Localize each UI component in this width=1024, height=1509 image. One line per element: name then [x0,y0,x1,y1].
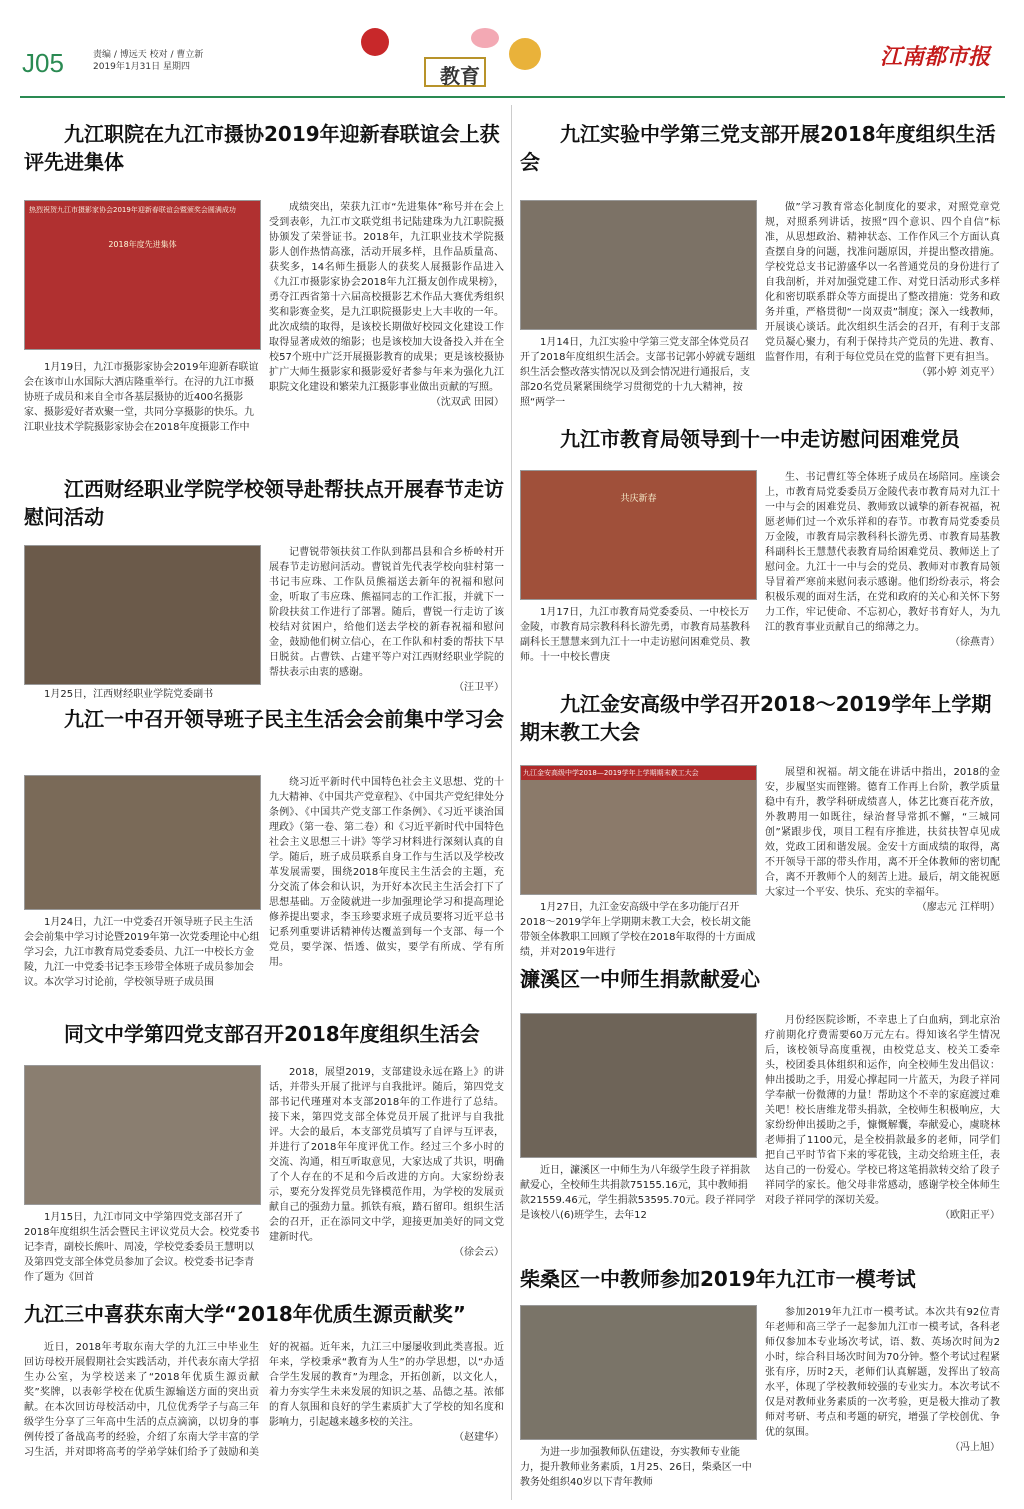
page-number: J05 [22,48,64,78]
body-text: 生、书记曹红等全体班子成员在场陪同。座谈会上，市教育局党委委员万金陵代表市教育局对九江十一中与会的困难党员、教师致以诚挚的新春祝福，祝愿老师们过一个欢乐祥和的春节。市教育局党委委员万金陵，市教育局宗教科科长游先勇、市教育局基教科副科长王慧慧代表教育局给困难党员、教师送上了慰问金。九江十一中与会的党员、教师对市教育局领导冒着严寒前来慰问表示感谢。他们纷纷表示，将会积极乐观的面对生活，在党和政府的关心和关怀下努力工作，牢记使命、不忘初心，教好书育好人，为九江的教育事业贡献自己的绵薄之力。 [765,472,1000,633]
article-body [269,1065,504,1260]
photo-caption: 为进一步加强教师队伍建设，夯实教师专业能力，提升教师业务素质，1月25、26日，柴桑区一中教务处组织40岁以下青年教师 [520,1447,752,1488]
date-line: 2019年1月31日 星期四 [93,62,190,72]
body-text: 记曹锐带领扶贫工作队到都昌县和合乡桥岭村开展春节走访慰问活动。曹锐首先代表学校向驻村第一书记韦应珠、工作队员熊福送去新年的祝福和慰问金，听取了韦应珠、熊福同志的工作汇报，并就下一阶段扶贫工作进行了部署。随后，曹锐一行走访了该校结对贫困户，给他们送去学校的新春祝福和慰问金，鼓励他们树立信心，在工作队和村委的帮扶下早日脱贫。占曹铁、占建平等户对江西财经职业学院的帮扶表示由衷的感谢。 [269,547,504,678]
photo-caption: 1月27日，九江金安高级中学在多功能厅召开2018～2019学年上学期期末教工大会，校长胡文能带领全体教职工回顾了学校在2018年取得的十方面成绩，并对2019年进行 [520,902,756,958]
byline: （沈双武 田园） [430,397,504,408]
article-photo [520,470,757,600]
article-body [765,1305,1000,1455]
page-header [0,0,1024,100]
article-title: 江西财经职业学院学校领导赴帮扶点开展春节走访慰问活动 [24,477,504,529]
article-photo [24,545,261,685]
body-text: 近日，2018年考取东南大学的九江三中毕业生回访母校开展假期社会实践活动，并代表东南大学招生办公室，为学校送来了“2018年优质生源贡献奖”奖牌，以表彰学校在优质生源输送方面的突出贡献。在本次回访母校活动中，几位优秀学子与高三年级学生分享了三年高中生活的点点滴滴，以切身的事例传授了备战高考的经验，介绍了东南大学丰富的学习生活，并对即将高考的学弟学妹们给予了鼓励和美好的祝福。近年来，九江三中屡屡收到此类喜报。近年来，学校秉承“教育为人生”的办学思想，以“办适合学生发展的教育”为理念，开拓创新，以文化人，着力夯实学生未来发展的知识之基、品德之基。浓郁的育人氛围和良好的学生素质扩大了学校的知名度和影响力，引起越来越多校的关注。 [24,1342,504,1458]
editor-line: 责编 / 博远天 校对 / 曹立新 [93,50,204,60]
article-photo [24,775,261,910]
body-text: 2018，展望2019，支部建设永远在路上》的讲话，并带头开展了批评与自我批评。随后，第四党支部书记代瑾瑾对本支部2018年的工作进行了总结。接下来，第四党支部全体党员开展了批评与自我批评。大会的最后，本支部党员填写了自评与互评表，并进行了2018年年度评优工作。经过三个多小时的交流、沟通，相互听取意见，大家达成了共识，明确了个人存在的不足和今后改进的方向。大家纷纷表示，要充分发挥党员先锋模范作用，为学校的发展贡献自己的强劲力量。抓铁有痕，踏石留印。组织生活会的召开，正在添同文中学，迎接更加美好的同文党建新时代。 [269,1067,504,1243]
article [24,705,504,1005]
body-text: 成绩突出，荣获九江市“先进集体”称号并在会上受到表彰，九江市文联党组书记陆建珠为九江职院摄协颁发了荣誉证书。2018年，九江职业技术学院摄影人创作热情高涨，活动开展多样，且作品质量高、获奖多，14名师生摄影人的获奖人展摄影作品进入《九江市摄影家协会2018年九江摄友创作成果榜》，勇夺江西省第十六届高校摄影艺术作品大赛优秀组织奖和影赛金奖，是九江职院摄影史上大丰收的一年。此次成绩的取得，是该校长期做好校园文化建设工作取得显著成效的缩影；也是该校加大设备投入并在全校57个班中广泛开展摄影教育的成果；更是该校摄协扩广大师生摄影家和摄影爱好者参与年来为强化九江职院文化建设和繁荣九江摄影事业做出贡献的写照。 [269,202,504,393]
article-body [765,1013,1000,1223]
article-title: 同文中学第四党支部召开2018年度组织生活会 [64,1022,480,1046]
photo-sign-text: 2018年度先进集体 [108,240,177,249]
byline: （郭小婷 刘克平） [916,367,1000,378]
section-label: 教育 [440,64,480,88]
body-text: 绕习近平新时代中国特色社会主义思想、党的十九大精神、《中国共产党章程》、《中国共产党纪律处分条例》、《中国共产党支部工作条例》、《习近平谈治国理政》（第一卷、第二卷）和《习近平新时代中国特色社会主义思想三十讲》等学习材料进行深刻认真的自学。随后，班子成员联系自身工作与生活以及学校改革发展需要，围绕2018年度民主生活会的主题，充分交流了体会和认识，为开好本次民主生活会打下了思想基础。万金陵就进一步加强理论学习和提高理论修养提出要求，李玉珍要求班子成员要将习近平总书记系列重要讲话精神传达覆盖到每一个支部、每一个党员，要学深、悟透、做实，要学有所成、学有所用。 [269,777,504,968]
article [24,475,504,705]
editor-info [93,49,203,73]
photo-caption: 1月17日，九江市教育局党委委员、一中校长万金陵，市教育局宗教科科长游先勇，市教育局基教科副科长王慧慧来到九江十一中走访慰问困难党员、教师。十一中校长曹庚 [520,607,750,663]
byline: （赵建华） [454,1432,504,1443]
photo-banner-text: 九江金安高级中学2018—2019学年上学期期末教工大会 [521,766,756,780]
article-title: 九江三中喜获东南大学“2018年优质生源贡献奖” [24,1302,466,1326]
photo-sign-text: 共庆新春 [620,494,657,504]
article-body [24,1340,504,1460]
article-title: 濂溪区一中师生捐款献爱心 [520,967,760,991]
article-body [765,200,1000,380]
lantern-icon [361,28,389,56]
body-text: 展望和祝福。胡文能在讲话中指出，2018的金安，步履坚实而铿锵。德育工作再上台阶，教学质量稳中有升，教学科研成绩喜人，体艺比赛百花齐放，外教聘用一如既往，绿治督导常抓不懈，“三城同创”紧跟步伐，项目工程有序推进，扶贫扶智卓见成效，党政工团和谐发展。金安十方面成绩的取得，离不开领导干部的带头作用，离不开全体教师的密切配合，离不开教师个人的刻苦上进。最后，胡文能祝愿大家过一个平安、快乐、充实的幸福年。 [765,767,1000,898]
article-photo [520,200,757,330]
byline: （廖志元 江样明） [916,902,1000,913]
article-body [269,200,504,410]
column-divider [511,105,512,1500]
money-bag-icon [509,38,541,70]
article [24,120,504,450]
photo-caption: 1月24日，九江一中党委召开领导班子民主生活会会前集中学习讨论暨2019年第一次党委理论中心组学习会，九江市教育局党委委员、九江一中校长方金陵，九江一中党委书记李玉珍带全体班子成员参加会议。本次学习讨论前，学校领导班子成员围 [24,917,260,988]
photo-caption: 近日，濂溪区一中师生为八年级学生段子祥捐款献爱心，全校师生共捐款75155.16元，其中教师捐款21559.46元，学生捐款53595.70元。段子祥同学是该校八(6)班学生，去年12 [520,1165,756,1221]
article-title: 九江一中召开领导班子民主生活会会前集中学习会 [64,707,504,731]
body-text: 参加2019年九江市一模考试。本次共有92位青年老师和高三学子一起参加九江市一模考试，各科老师仅参加本专业场次考试，语、数、英场次时间为2小时，综合科目场次时间为70分钟。整个考试过程紧张有序，历时2天，老师们认真解题，发挥出了较高水平，体现了学校教师较强的专业实力。本次考试不仅是对教师业务素质的一次考验，更是极大推动了教师对考研、考点和考题的研究，增强了学校创优、争优的氛围。 [765,1307,1000,1438]
article-title: 九江职院在九江市摄协2019年迎新春联谊会上获评先进集体 [24,122,500,174]
photo-banner-text: 热烈祝贺九江市摄影家协会2019年迎新春联谊会暨颁奖会圆满成功 [29,206,236,214]
byline: （冯上旭） [950,1442,1000,1453]
byline: （汪卫平） [454,682,504,693]
article-title: 九江实验中学第三党支部开展2018年度组织生活会 [520,122,996,174]
article [520,120,1000,420]
photo-caption: 1月14日，九江实验中学第三党支部全体党员召开了2018年度组织生活会。支部书记郭小婷就专题组织生活会整改落实情况以及到会情况进行通报后，支部20名党员紧紧围绕学习贯彻党的十九大精神，按照“两学一 [520,337,756,408]
article-photo [24,200,261,350]
article [24,1020,504,1300]
article-title: 九江市教育局领导到十一中走访慰问困难党员 [560,427,960,451]
photo-caption: 1月25日，江西财经职业学院党委副书 [44,689,214,700]
photo-caption: 1月15日，九江市同文中学第四党支部召开了2018年度组织生活会暨民主评议党员大会。校党委书记李青，副校长熊叶、周凌，学校党委委员王慧明以及第四党支部全体党员参加了会议。校党委书记李青作了题为《回首 [24,1212,260,1283]
byline: （欧阳正平） [940,1210,1000,1221]
byline: （徐燕青） [950,637,1000,648]
photo-caption: 1月19日，九江市摄影家协会2019年迎新春联谊会在该市山水国际大酒店隆重举行。在浔的九江市摄协班子成员和来自全市各基层摄协的近400名摄影家、摄影爱好者欢聚一堂，共同分享摄影的快乐。九江职业技术学院摄影家协会在2018年度摄影工作中 [24,362,259,433]
article-photo [24,1065,261,1205]
article-photo [520,1013,757,1158]
article-body [269,775,504,970]
body-text: 做”学习教育常态化制度化的要求，对照党章党规，对照系列讲话，按照“四个意识、四个自信”标准，从思想政治、精神状态、工作作风三个方面认真查摆自身的问题，找准问题原因，并提出整改措施。学校党总支书记游盛华以一名普通党员的身份进行了自我剖析，并对加强党建工作、对党日活动形式多样化和密切联系群众等方面提出了整改措施：党务和政务并重，严格贯彻“一岗双责”制度；深入一线教师，开展谈心谈话。此次组织生活会的召开，有利于支部党员凝心聚力，有利于保持共产党员的先进、教育、监督作用，有利于每位党员在党的监督下更有担当。 [765,202,1000,363]
article-photo [520,1305,757,1440]
article-body [765,765,1000,915]
article-photo [520,765,757,895]
article [520,965,1000,1255]
article [520,1265,1000,1505]
article [520,425,1000,690]
article [520,690,1000,965]
article [24,1300,504,1505]
body-text: 月份经医院诊断，不幸患上了白血病，到北京治疗前期化疗费需要60万元左右。得知该名学生情况后，该校领导高度重视，由校党总支、校关工委牵头，校团委具体组织和运作，向全校师生发出倡议：伸出援助之手，用爱心撑起同一片蓝天，为段子祥同学奉献一份微薄的力量！帮助这个不幸的家庭渡过难关吧！校长唐维龙带头捐款，全校师生积极响应，大家纷纷伸出援助之手，慷慨解囊，奉献爱心，虞晓林老师捐了1100元，是全校捐款最多的老师，同学们把自己平时节省下来的零花钱，主动交给班主任，表达自己的一份爱心。学校已将这笔捐款转交给了段子祥同学的家长。他父母非常感动，感谢学校全体师生对段子祥同学的深切关爱。 [765,1015,1000,1206]
header-rule [20,96,1005,98]
article-body [269,545,504,695]
article-title: 九江金安高级中学召开2018～2019学年上学期期末教工大会 [520,692,992,744]
article-title: 柴桑区一中教师参加2019年九江市一模考试 [520,1267,916,1291]
newspaper-logo: 江南都市报 [880,44,991,70]
byline: （徐会云） [454,1247,504,1258]
pig-icon [471,28,499,48]
article-body [765,470,1000,650]
